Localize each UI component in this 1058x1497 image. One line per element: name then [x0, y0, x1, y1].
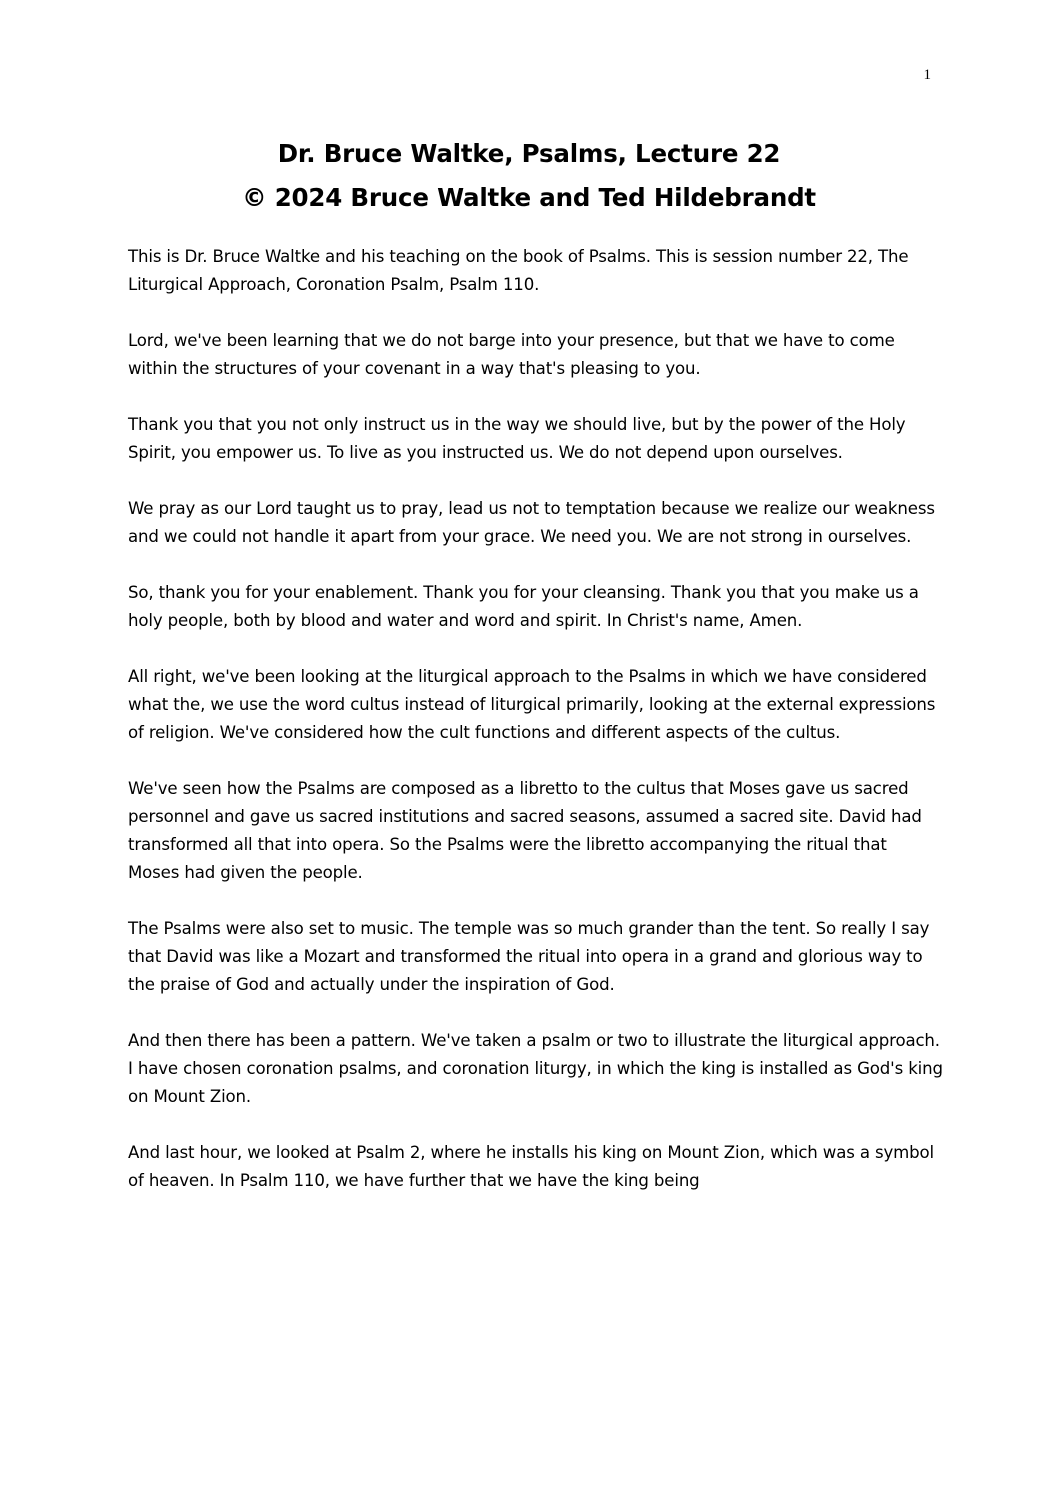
paragraph-prayer-opening: Lord, we've been learning that we do not barge into your presence, but that we have to come within the structures of your covenant in a way that's pleasing to you.: [128, 331, 895, 378]
document-body: [128, 243, 943, 1195]
title-line-lecture: Dr. Bruce Waltke, Psalms, Lecture 22: [277, 139, 781, 168]
title-line-copyright: © 2024 Bruce Waltke and Ted Hildebrandt: [242, 183, 816, 212]
page-number: 1: [923, 67, 931, 83]
paragraph-prayer-temptation: We pray as our Lord taught us to pray, lead us not to temptation because we realize our weakness and we could not handle it apart from your grace. We need you. We are not strong in ourselves.: [128, 499, 935, 546]
paragraph-prayer-amen: So, thank you for your enablement. Thank you for your cleansing. Thank you that you make us a holy people, both by blood and water and word and spirit. In Christ's name, Amen.: [128, 583, 919, 630]
paragraph-libretto: We've seen how the Psalms are composed as a libretto to the cultus that Moses gave us sacred personnel and gave us sacred institutions and sacred seasons, assumed a sacred site. David had transformed all that into opera. So the Psalms were the libretto accompanying the ritual that Moses had given the people.: [128, 779, 922, 882]
paragraph-prayer-thanks: Thank you that you not only instruct us in the way we should live, but by the power of the Holy Spirit, you empower us. To live as you instructed us. We do not depend upon ourselves.: [128, 415, 906, 462]
document-title: [0, 132, 1058, 220]
paragraph-pattern: And then there has been a pattern. We've taken a psalm or two to illustrate the liturgical approach. I have chosen coronation psalms, and coronation liturgy, in which the king is installed as God's king on Mount Zion.: [128, 1031, 943, 1106]
paragraph-liturgical-approach: All right, we've been looking at the liturgical approach to the Psalms in which we have considered what the, we use the word cultus instead of liturgical primarily, looking at the external expressions of religion. We've considered how the cult functions and different aspects of the cultus.: [128, 667, 936, 742]
paragraph-psalm-110: And last hour, we looked at Psalm 2, where he installs his king on Mount Zion, which was a symbol of heaven. In Psalm 110, we have further that we have the king being: [128, 1143, 935, 1190]
paragraph-intro: This is Dr. Bruce Waltke and his teaching on the book of Psalms. This is session number 22, The Liturgical Approach, Coronation Psalm, Psalm 110.: [128, 247, 909, 294]
paragraph-music: The Psalms were also set to music. The temple was so much grander than the tent. So really I say that David was like a Mozart and transformed the ritual into opera in a grand and glorious way to the praise of God and actually under the inspiration of God.: [128, 919, 930, 994]
